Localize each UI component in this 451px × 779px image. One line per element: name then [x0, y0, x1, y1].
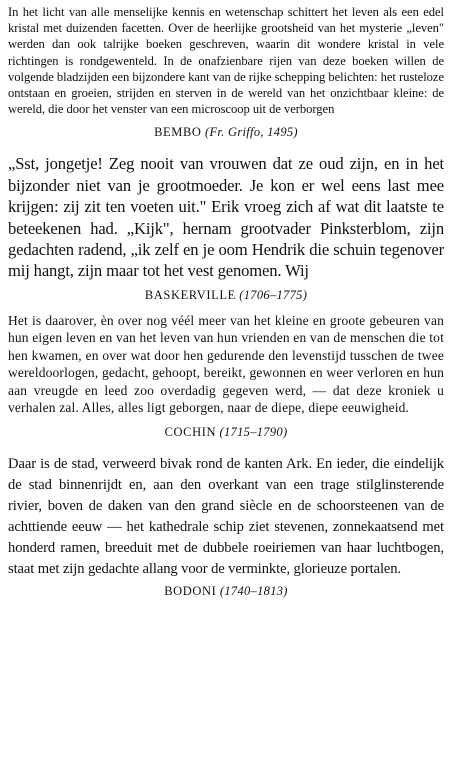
cochin-caption: [8, 425, 444, 440]
cochin-paragraph: Het is daarover, èn over nog véél meer van het kleine en groote gebeuren van hun eigen leven en van het leven van hun vrienden en van de menschen die tot hen kwamen, en over wat door hen gedurende den levenstijd tusschen de twee wereldoorlogen, gedacht, gehoopt, bereikt, gewonnen en weer verloren en hun aan vreugde en leed zoo overdadig gegeven werd, — dat deze kroniek u verhalen zal. Alles, alles ligt geborgen, naar de diepe, diepe eeuwigheid.: [8, 312, 444, 416]
bembo-caption: [8, 125, 444, 140]
caption-detail: (Fr. Griffo, 1495): [204, 125, 298, 140]
baskerville-specimen: [8, 153, 444, 281]
bembo-specimen: [8, 4, 444, 117]
bodoni-caption: [8, 584, 444, 599]
type-specimen-page: [8, 4, 444, 599]
bembo-paragraph: In het licht van alle menselijke kennis en wetenschap schittert het leven als een edel kristal met duizenden facetten. Over de heerlijke grootsheid van het mysterie „leven" werden dan ook talrijke boeken geschreven, waarin dit wondere kristal in vele richtingen is rondgewenteld. In de onafzienbare rijen van deze boeken willen de volgende bladzijden een bijzondere kant van de rijke schepping belichten: het rusteloze ontstaan en groeien, strijden en sterven in de wereld van het onzichtbaar kleine: de wereld, die door het venster van een microscoop uit de verborgen: [8, 5, 444, 117]
cochin-specimen: [8, 312, 444, 417]
caption-detail: (1715–1790): [219, 424, 288, 439]
caption-detail: (1706–1775): [239, 287, 308, 302]
bodoni-specimen: [8, 454, 444, 581]
baskerville-paragraph: „Sst, jongetje! Zeg nooit van vrouwen dat ze oud zijn, en in het bijzonder niet van je grootmoeder. Je kon er wel eens last mee krijgen: zij zit ten voeten uit." Erik vroeg zich af wat dit laatste te beteekenen had. „Kijk", hernam grootvader Pinksterblom, zijn gedachten radend, „ik zelf en je oom Hendrik die schuin tegenover mij hangt, zijn maar tot het vest genomen. Wij: [8, 154, 444, 281]
caption-detail: (1740–1813): [219, 584, 288, 599]
caption-typeface-name: COCHIN: [164, 424, 217, 439]
caption-typeface-name: BODONI: [164, 584, 217, 599]
caption-typeface-name: BEMBO: [154, 125, 202, 140]
bodoni-paragraph: Daar is de stad, verweerd bivak rond de kanten Ark. En ieder, die eindelijk de stad binnenrijdt en, aan den overkant van een trage stilglinsterende rivier, boven de daken van den grand siècle en de schoorsteenen van de achttiende eeuw — het kathedrale schip ziet stevenen, zonnekaatsend met honderd ramen, breeduit met de dubbele roeiriemen van haar luchtbogen, staat met zijn gedachte allang voor de verminkte, glorieuze portalen.: [8, 455, 444, 578]
baskerville-caption: [8, 288, 444, 303]
caption-typeface-name: BASKERVILLE: [144, 287, 236, 302]
